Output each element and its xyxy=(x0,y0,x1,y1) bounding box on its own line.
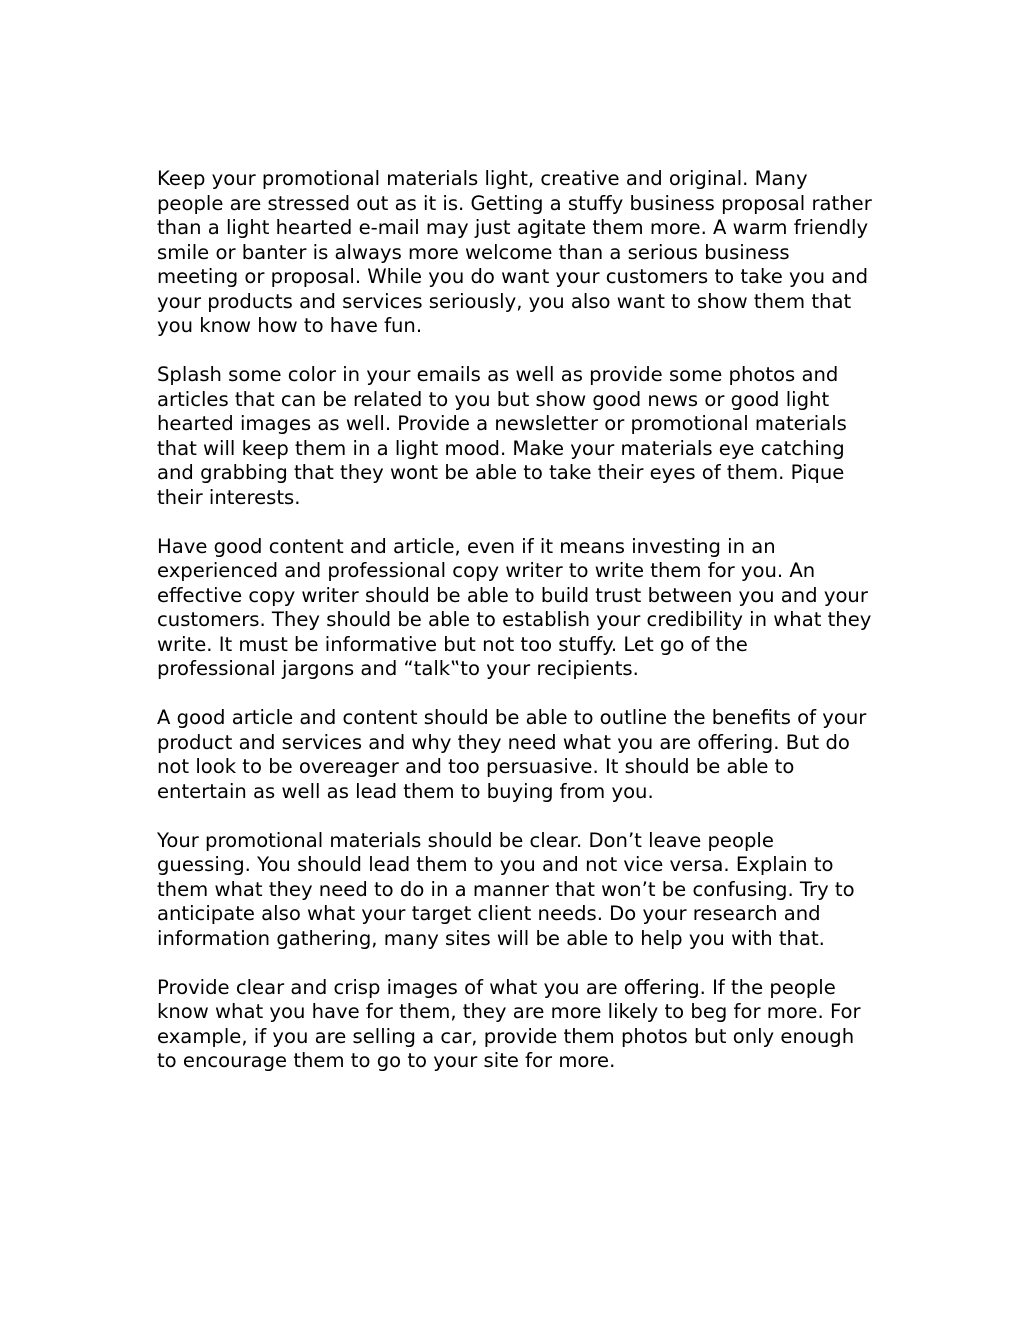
paragraph-3: Have good content and article, even if it means investing in an experienced and professional copy writer to write them for you. An effective copy writer should be able to build trust between you and your customers. They should be able to establish your credibility in what they write. It must be informative but not too stuffy. Let go of the professional jargons and “talk‟to your recipients. xyxy=(157,534,872,680)
paragraph-4: A good article and content should be able to outline the benefits of your product and services and why they need what you are offering. But do not look to be overeager and too persuasive. It should be able to entertain as well as lead them to buying from you. xyxy=(157,706,867,803)
paragraph-1: Keep your promotional materials light, creative and original. Many people are stressed out as it is. Getting a stuffy business proposal rather than a light hearted e-mail may just agitate them more. A warm friendly smile or banter is always more welcome than a serious business meeting or proposal. While you do want your customers to take you and your products and services seriously, you also want to show them that you know how to have fun. xyxy=(157,167,872,337)
paragraph-6: Provide clear and crisp images of what you are offering. If the people know what you have for them, they are more likely to beg for more. For example, if you are selling a car, provide them photos but only enough to encourage them to go to your site for more. xyxy=(157,975,861,1072)
paragraph-2: Splash some color in your emails as well as provide some photos and articles that can be related to you but show good news or good light hearted images as well. Provide a newsletter or promotional materials that will keep them in a light mood. Make your materials eye catching and grabbing that they wont be able to take their eyes of them. Pique their interests. xyxy=(157,363,847,509)
document-body xyxy=(157,167,872,1074)
paragraph-5: Your promotional materials should be clear. Don’t leave people guessing. You should lead them to you and not vice versa. Explain to them what they need to do in a manner that won’t be confusing. Try to anticipate also what your target client needs. Do your research and information gathering, many sites will be able to help you with that. xyxy=(157,828,855,950)
